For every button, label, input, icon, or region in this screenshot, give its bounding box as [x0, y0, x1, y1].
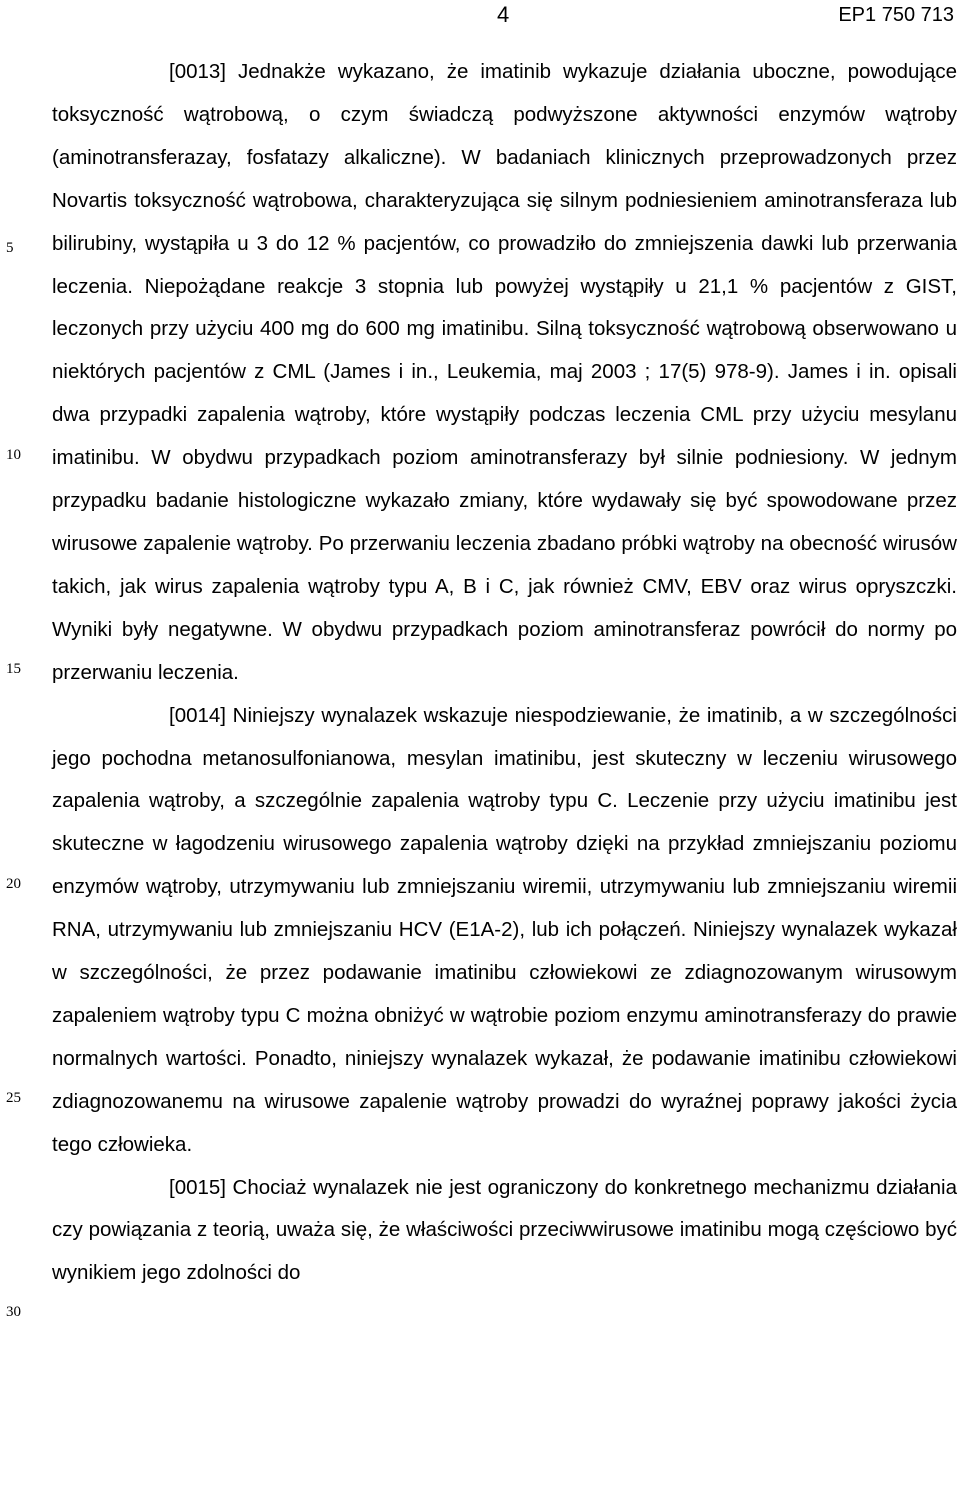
margin-line-numbers: [0, 0, 40, 1496]
paragraph-0014: [0014] Niniejszy wynalazek wskazuje niespodziewanie, że imatinib, a w szczególności jego pochodna metanosulfonianowa, mesylan imatinibu, jest skuteczny w leczeniu wirusowego zapalenia wątroby, a szczególnie zapalenia wątroby typu C. Leczenie przy użyciu imatinibu jest skuteczne w łagodzeniu wirusowego zapalenia wątroby dzięki na przykład zmniejszaniu poziomu enzymów wątroby, utrzymywaniu lub zmniejszaniu wiremii, utrzymywaniu lub zmniejszaniu wiremii RNA, utrzymywaniu lub zmniejszaniu HCV (E1A-2), lub ich połączeń. Niniejszy wynalazek wykazał w szczególności, że przez podawanie imatinibu człowiekowi ze zdiagnozowanym wirusowym zapaleniem wątroby typu C można obniżyć w wątrobie poziom enzymu aminotransferazy do prawie normalnych wartości. Ponadto, niniejszy wynalazek wykazał, że podawanie imatinibu człowiekowi zdiagnozowanemu na wirusowe zapalenie wątroby prowadzi do wyraźnej poprawy jakości życia tego człowieka.: [52, 703, 957, 1156]
line-number-15: 15: [6, 661, 21, 677]
paragraph-0015: [0015] Chociaż wynalazek nie jest ograniczony do konkretnego mechanizmu działania czy powiązania z teorią, uważa się, że właściwości przeciwwirusowe imatinibu mogą częściowo być wynikiem jego zdolności do: [52, 1175, 957, 1285]
line-number-10: 10: [6, 447, 21, 463]
page-number: 4: [497, 2, 510, 27]
paragraph-0013: [0013] Jednakże wykazano, że imatinib wykazuje działania uboczne, powodujące toksyczność wątrobową, o czym świadczą podwyższone aktywności enzymów wątroby (aminotransferazay, fosfatazy alkaliczne). W badaniach klinicznych przeprowadzonych przez Novartis toksyczność wątrobowa, charakteryzująca się silnym podniesieniem aminotransferaza lub bilirubiny, wystąpiła u 3 do 12 % pacjentów, co prowadziło do zmniejszenia dawki lub przerwania leczenia. Niepożądane reakcje 3 stopnia lub powyżej wystąpiły u 21,1 % pacjentów z GIST, leczonych przy użyciu 400 mg do 600 mg imatinibu. Silną toksyczność wątrobową obserwowano u niektórych pacjentów z CML (James i in., Leukemia, maj 2003 ; 17(5) 978-9). James i in. opisali dwa przypadki zapalenia wątroby, które wystąpiły podczas leczenia CML przy użyciu mesylanu imatinibu. W obydwu przypadkach poziom aminotransferazy był silnie podniesiony. W jednym przypadku badanie histologiczne wykazało zmiany, które wydawały się być spowodowane przez wirusowe zapalenie wątroby. Po przerwaniu leczenia zbadano próbki wątroby na obecność wirusów takich, jak wirus zapalenia wątroby typu A, B i C, jak również CMV, EBV oraz wirus opryszczki. Wyniki były negatywne. W obydwu przypadkach poziom aminotransferaz powrócił do normy po przerwaniu leczenia.: [52, 60, 957, 684]
line-number-30: 30: [6, 1304, 21, 1320]
line-number-5: 5: [6, 240, 14, 256]
document-body: [52, 51, 957, 1295]
document-id: EP1 750 713: [838, 4, 954, 26]
line-number-20: 20: [6, 876, 21, 892]
line-number-25: 25: [6, 1090, 21, 1106]
page-header: [0, 0, 960, 40]
